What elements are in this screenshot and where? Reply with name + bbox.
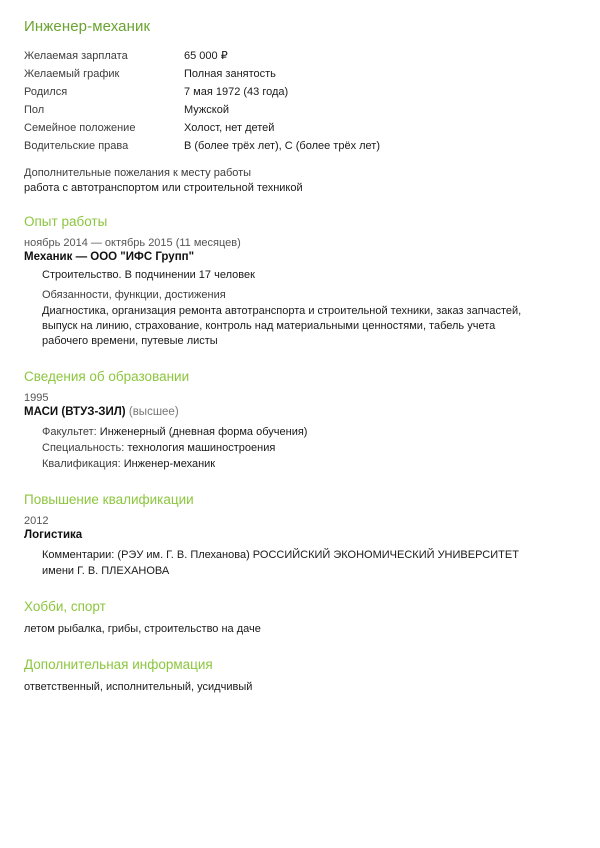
wishes-label: Дополнительные пожелания к месту работы <box>24 167 252 179</box>
section-heading-courses: Повышение квалификации <box>24 492 194 507</box>
summary-value: Холост, нет детей <box>184 122 275 134</box>
education-line <box>42 456 576 472</box>
experience-industry: Строительство. В подчинении 17 человек <box>42 269 255 281</box>
summary-key: Семейное положение <box>24 122 136 134</box>
education-line-label: Специальность: <box>42 442 125 454</box>
education-institution-name: МАСИ (ВТУЗ-ЗИЛ) <box>24 406 126 418</box>
education-line-label: Квалификация: <box>42 458 121 470</box>
experience-duties-label: Обязанности, функции, достижения <box>42 289 226 301</box>
section-heading-education: Сведения об образовании <box>24 369 190 384</box>
table-row <box>24 65 380 83</box>
education-line-value: технология машиностроения <box>127 442 276 454</box>
table-row <box>24 47 380 65</box>
section-heading-additional: Дополнительная информация <box>24 657 213 672</box>
summary-table <box>24 47 380 155</box>
experience-position: Механик — ООО "ИФС Групп" <box>24 251 195 263</box>
education-line <box>42 440 576 456</box>
table-row <box>24 119 380 137</box>
section-heading-experience: Опыт работы <box>24 214 108 229</box>
table-row <box>24 83 380 101</box>
wishes-value: работа с автотранспортом или строительной техникой <box>24 182 303 194</box>
education-line <box>42 424 576 440</box>
courses-comment-label: Комментарии: <box>42 549 115 561</box>
education-line-value: Инженер-механик <box>123 458 216 470</box>
summary-value: 65 000 ₽ <box>184 50 228 62</box>
courses-comment <box>42 547 542 579</box>
additional-text: ответственный, исполнительный, усидчивый <box>24 681 253 693</box>
education-level: (высшее) <box>128 406 179 418</box>
education-line-value: Инженерный (дневная форма обучения) <box>99 426 308 438</box>
summary-key: Желаемый график <box>24 68 120 80</box>
education-year: 1995 <box>24 392 49 404</box>
summary-key: Водительские права <box>24 140 129 152</box>
table-row <box>24 101 380 119</box>
education-line-label: Факультет: <box>42 426 97 438</box>
page-title: Инженер-механик <box>24 18 151 35</box>
courses-name: Логистика <box>24 529 83 541</box>
summary-key: Родился <box>24 86 68 98</box>
section-heading-hobby: Хобби, спорт <box>24 599 106 614</box>
summary-value: 7 мая 1972 (43 года) <box>184 86 289 98</box>
hobby-text: летом рыбалка, грибы, строительство на даче <box>24 623 261 635</box>
courses-comment-text: (РЭУ им. Г. В. Плеханова) РОССИЙСКИЙ ЭКОНОМИЧЕСКИЙ УНИВЕРСИТЕТ имени Г. В. ПЛЕХАНОВА <box>42 549 519 577</box>
table-row <box>24 137 380 155</box>
courses-year: 2012 <box>24 515 49 527</box>
experience-duties-text: Диагностика, организация ремонта автотранспорта и строительной техники, заказ запчастей, выпуск на линию, страхование, контроль над материальными ценностями, табель учета рабочего времени, путевые листы <box>42 305 522 347</box>
summary-value: Мужской <box>184 104 229 116</box>
summary-value: Полная занятость <box>184 68 276 80</box>
experience-period: ноябрь 2014 — октябрь 2015 (11 месяцев) <box>24 237 241 249</box>
summary-key: Желаемая зарплата <box>24 50 128 62</box>
summary-key: Пол <box>24 104 45 116</box>
education-institution <box>24 406 576 418</box>
summary-value: B (более трёх лет), C (более трёх лет) <box>184 140 381 152</box>
